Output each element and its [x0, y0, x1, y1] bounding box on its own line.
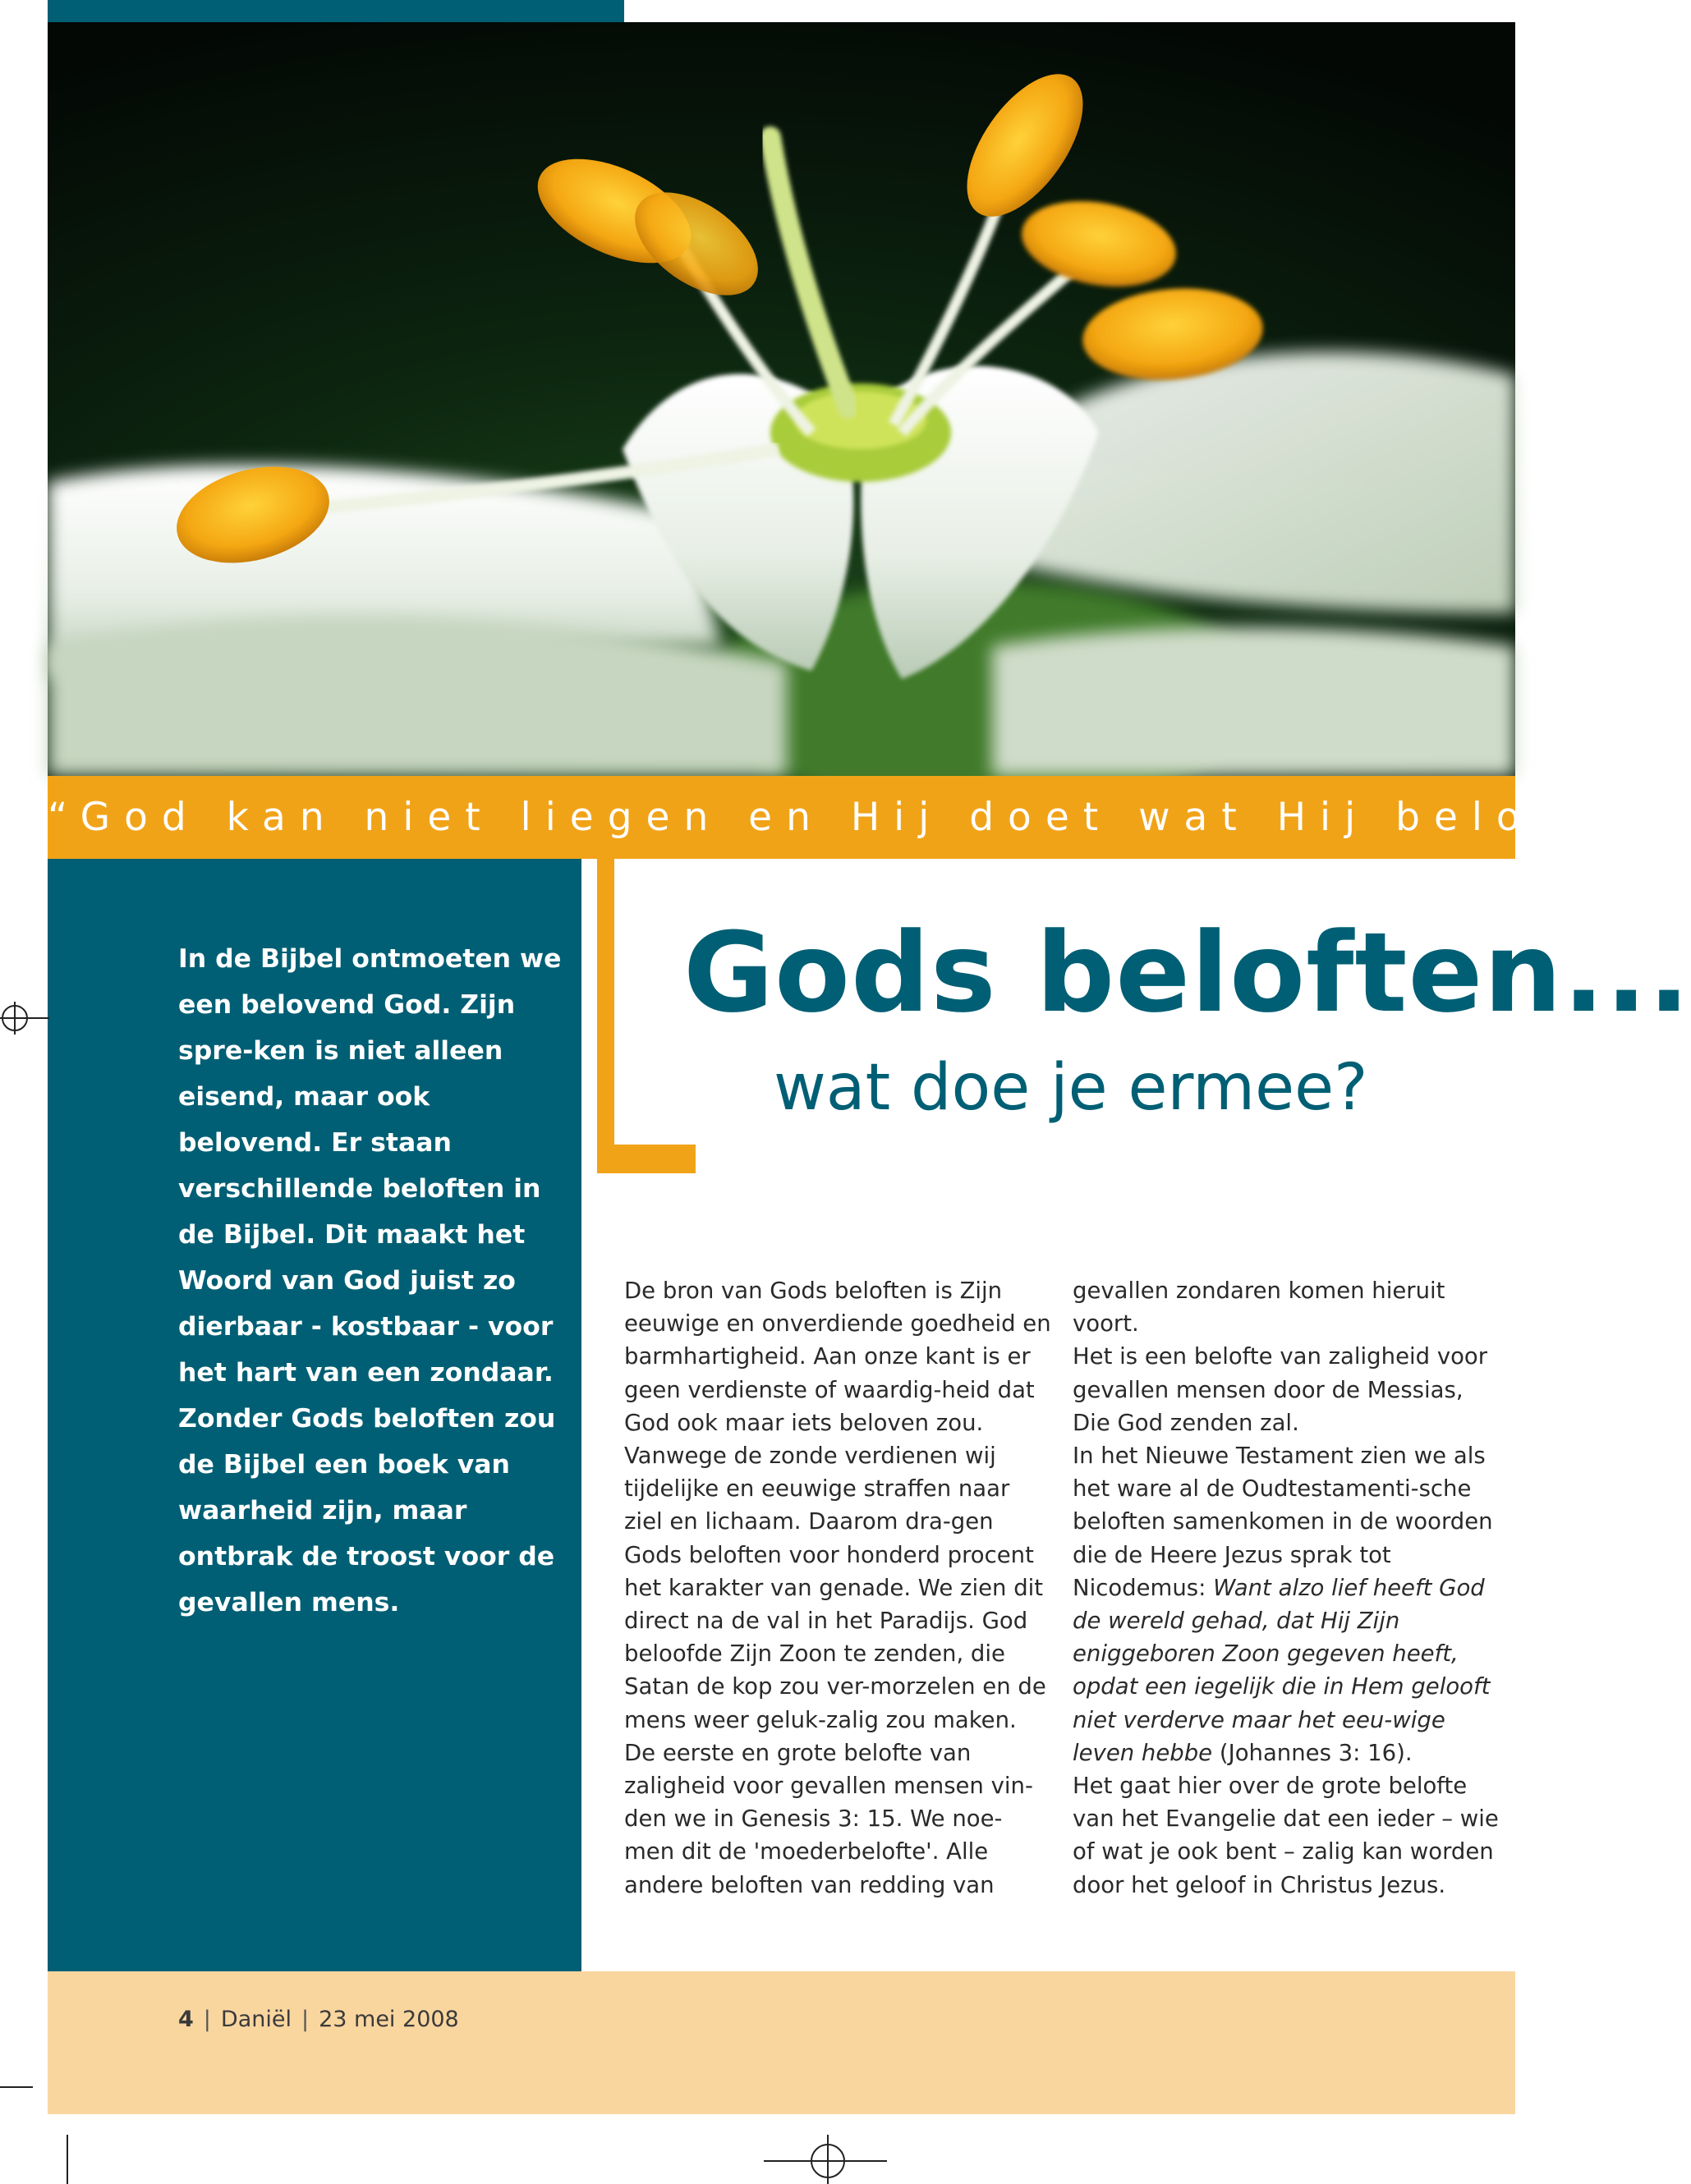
- bible-quote: Want alzo lief heeft God de wereld gehad, dat Hij Zijn eniggeboren Zoon gegeven heeft, opdat een iegelijk die in Hem gelooft niet verderve maar het eeu-wige leven hebbe: [1073, 1574, 1491, 1766]
- body-column-1: [624, 1274, 1051, 1902]
- top-accent-bar: [48, 0, 624, 22]
- issue-date: 23 mei 2008: [319, 2007, 459, 2032]
- body-paragraph: Het is een belofte van zaligheid voor gevallen mensen door de Messias, Die God zenden zal.: [1073, 1343, 1488, 1436]
- article-subtitle: wat doe je ermee?: [774, 1051, 1368, 1125]
- folio: [178, 2003, 459, 2036]
- article-title: Gods beloften...: [683, 909, 1691, 1037]
- pull-quote: “God kan niet liegen en Hij doet wat Hij belooft”: [48, 795, 1661, 840]
- registration-mark-icon: [764, 2135, 887, 2184]
- separator: |: [203, 2007, 211, 2032]
- body-paragraph: De bron van Gods beloften is Zijn eeuwige en onverdiende goedheid en barmhartigheid. Aan onze kant is er geen verdienste of waardig-heid dat God ook maar iets beloven zou. Vanwege de zonde verdienen wij tijdelijke en eeuwige straffen naar ziel en lichaam. Daarom dra-gen Gods beloften voor honderd procent het karakter van genade. We zien dit direct na de val in het Paradijs. God beloofde Zijn Zoon te zenden, die Satan de kop zou ver-morzelen en de mens weer geluk-zalig zou maken.: [624, 1278, 1051, 1733]
- crop-mark-icon: [66, 2135, 69, 2184]
- bible-reference: (Johannes 3: 16).: [1212, 1739, 1413, 1766]
- footer-band: [48, 1971, 1515, 2114]
- crop-mark-icon: [0, 2085, 33, 2089]
- body-column-2: [1073, 1274, 1500, 1902]
- intro-text: In de Bijbel ontmoeten we een belovend God. Zijn spre-ken is niet alleen eisend, maar ook belovend. Er staan verschillende beloften in de Bijbel. Dit maakt het Woord van God juist zo dierbaar - kostbaar - voor het hart van een zondaar. Zonder Gods beloften zou de Bijbel een boek van waarheid zijn, maar ontbrak de troost voor de gevallen mens.: [178, 944, 562, 1617]
- body-paragraph: gevallen zondaren komen hieruit voort.: [1073, 1278, 1445, 1337]
- lily-flower-photo: [48, 22, 1515, 776]
- title-bracket-vertical: [597, 859, 614, 1173]
- registration-mark-icon: [0, 989, 49, 1047]
- body-paragraph: De eerste en grote belofte van zaligheid voor gevallen mensen vin-den we in Genesis 3: 15. We noe-men dit de 'moederbelofte'. Alle andere beloften van redding van: [624, 1739, 1033, 1898]
- page-number: 4: [178, 2007, 194, 2032]
- magazine-name: Daniël: [220, 2007, 292, 2032]
- body-paragraph: [1073, 1439, 1500, 1769]
- separator: |: [301, 2007, 310, 2032]
- body-paragraph: Het gaat hier over de grote belofte van het Evangelie dat een ieder – wie of wat je ook bent – zalig kan worden door het geloof in Christus Jezus.: [1073, 1773, 1499, 1898]
- title-bracket-horizontal: [597, 1145, 696, 1173]
- body-text: In het Nieuwe Testament zien we als het ware al de Oudtestamenti-sche beloften samenkomen in de woorden die de Heere Jezus sprak tot Nicodemus:: [1073, 1443, 1493, 1601]
- quote-band: [48, 776, 1661, 859]
